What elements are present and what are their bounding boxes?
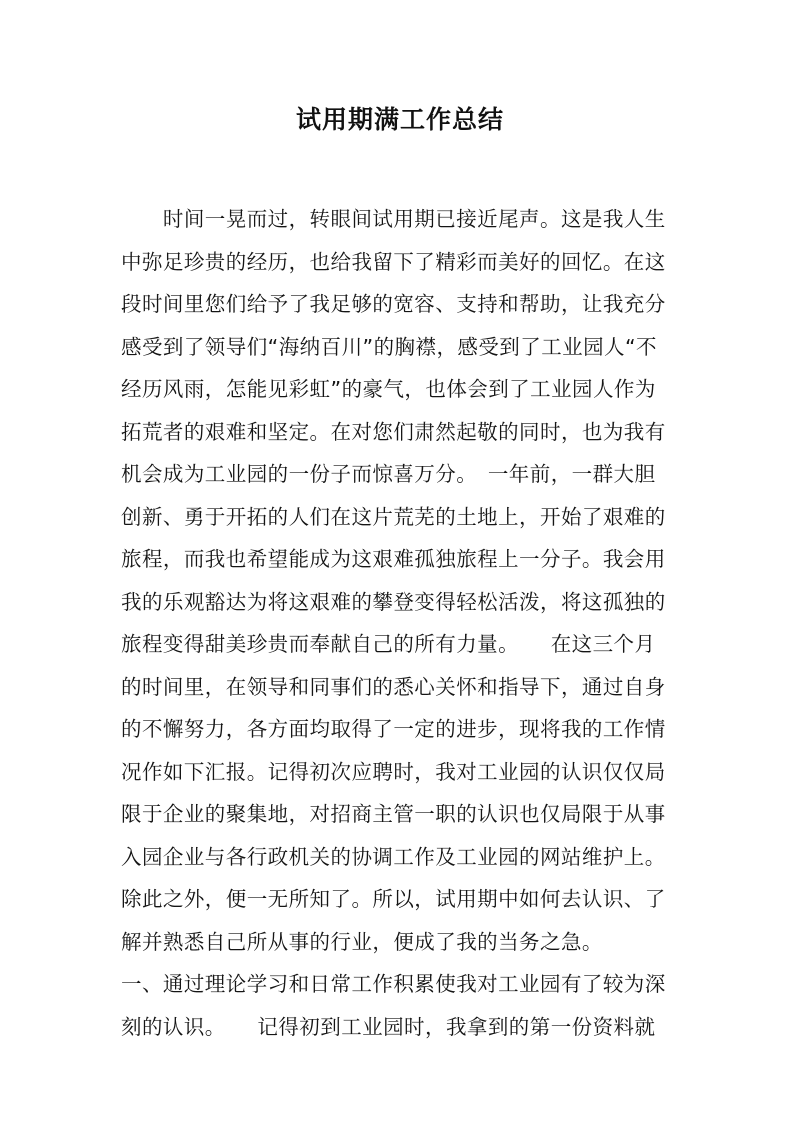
body-line: 机会成为工业园的一份子而惊喜万分。 一年前，一群大胆	[121, 462, 656, 486]
body-line: 感受到了领导们“海纳百川”的胸襟，感受到了工业园人“不	[121, 334, 658, 359]
body-line: 除此之外，便一无所知了。所以，试用期中如何去认识、了	[121, 887, 666, 911]
body-line: 一、通过理论学习和日常工作积累使我对工业园有了较为深	[121, 972, 666, 996]
body-line: 的不懈努力，各方面均取得了一定的进步，现将我的工作情	[121, 717, 666, 741]
body-line: 入园企业与各行政机关的协调工作及工业园的网站维护上。	[121, 844, 666, 869]
body-line: 的时间里，在领导和同事们的悉心关怀和指导下，通过自身	[121, 674, 666, 699]
body-line: 旅程，而我也希望能成为这艰难孤独旅程上一分子。我会用	[121, 547, 666, 571]
body-line: 我的乐观豁达为将这艰难的攀登变得轻松活泼，将这孤独的	[121, 589, 666, 614]
body-line: 创新、勇于开拓的人们在这片荒芜的土地上，开始了艰难的	[121, 504, 666, 529]
body-line: 经历风雨，怎能见彩虹”的豪气，也体会到了工业园人作为	[121, 377, 656, 401]
document-title: 试用期满工作总结	[295, 105, 504, 134]
body-line: 段时间里您们给予了我足够的宽容、支持和帮助，让我充分	[121, 292, 666, 316]
body-line: 中弥足珍贵的经历，也给我留下了精彩而美好的回忆。在这	[121, 249, 666, 274]
body-line: 况作如下汇报。记得初次应聘时，我对工业园的认识仅仅局	[121, 759, 666, 784]
body-line: 时间一晃而过，转眼间试用期已接近尾声。这是我人生	[121, 207, 666, 231]
body-line: 限于企业的聚集地，对招商主管一职的认识也仅局限于从事	[121, 802, 666, 826]
body-line: 拓荒者的艰难和坚定。在对您们肃然起敬的同时，也为我有	[121, 419, 666, 444]
body-line: 旅程变得甜美珍贵而奉献自己的所有力量。 在这三个月	[121, 632, 656, 656]
body-line: 解并熟悉自己所从事的行业，便成了我的当务之急。	[121, 929, 603, 954]
body-line: 刻的认识。 记得初到工业园时，我拿到的第一份资料就	[121, 1014, 656, 1039]
document-body	[121, 198, 681, 1048]
